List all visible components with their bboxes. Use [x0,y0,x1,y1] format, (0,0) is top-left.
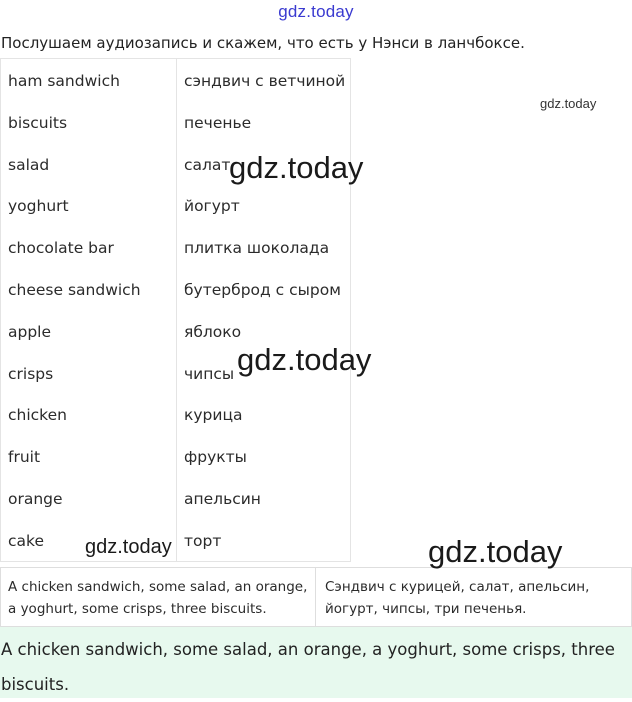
russian-translation: торт [184,531,222,550]
vocabulary-row [1,393,350,435]
russian-translation: йогурт [184,197,240,216]
russian-translation: печенье [184,113,252,132]
vocabulary-row [1,59,350,101]
russian-translation: апельсин [184,489,261,508]
vocabulary-row [1,268,350,310]
english-word: ham sandwich [8,72,120,90]
russian-translation: чипсы [184,364,235,383]
russian-translation: фрукты [184,448,247,467]
english-word: crisps [8,364,54,383]
answer-russian-cell: Сэндвич с курицей, салат, апельсин, йогурт, чипсы, три печенья. [325,579,590,617]
russian-translation: сэндвич с ветчиной [184,72,346,90]
english-word: orange [8,489,63,508]
english-word: biscuits [8,113,68,132]
vocabulary-table [0,58,351,562]
vocabulary-row [1,226,350,268]
english-word: salad [8,155,50,174]
watermark: gdz.today [237,342,372,377]
russian-translation: плитка шоколада [184,239,330,258]
russian-translation: яблоко [184,322,242,341]
english-word: fruit [8,448,41,467]
answer-highlight-box: A chicken sandwich, some salad, an orange, a yoghurt, some crisps, three biscuits. [0,627,632,698]
english-word: cake [8,531,44,550]
vocabulary-row [1,477,350,519]
russian-translation: курица [184,406,243,425]
answer-translation-table [0,567,632,627]
english-word: chicken [8,406,67,425]
watermark: gdz.today [85,536,172,558]
watermark: gdz.today [428,534,563,569]
vocabulary-row [1,184,350,226]
site-logo[interactable]: gdz.today [278,2,354,21]
vocabulary-row [1,519,350,561]
watermark: gdz.today [540,96,597,111]
russian-translation: бутерброд с сыром [184,280,341,299]
vocabulary-row [1,101,350,143]
russian-translation: салат [184,155,231,174]
vocabulary-row [1,435,350,477]
english-word: cheese sandwich [8,280,141,299]
english-word: apple [8,322,52,341]
english-word: yoghurt [8,197,69,216]
answer-english-cell: A chicken sandwich, some salad, an orange, a yoghurt, some crisps, three biscuits. [1,568,316,626]
watermark: gdz.today [229,150,364,185]
task-instruction: Послушаем аудиозапись и скажем, что есть у Нэнси в ланчбоксе. [1,34,525,52]
english-word: chocolate bar [8,239,114,258]
